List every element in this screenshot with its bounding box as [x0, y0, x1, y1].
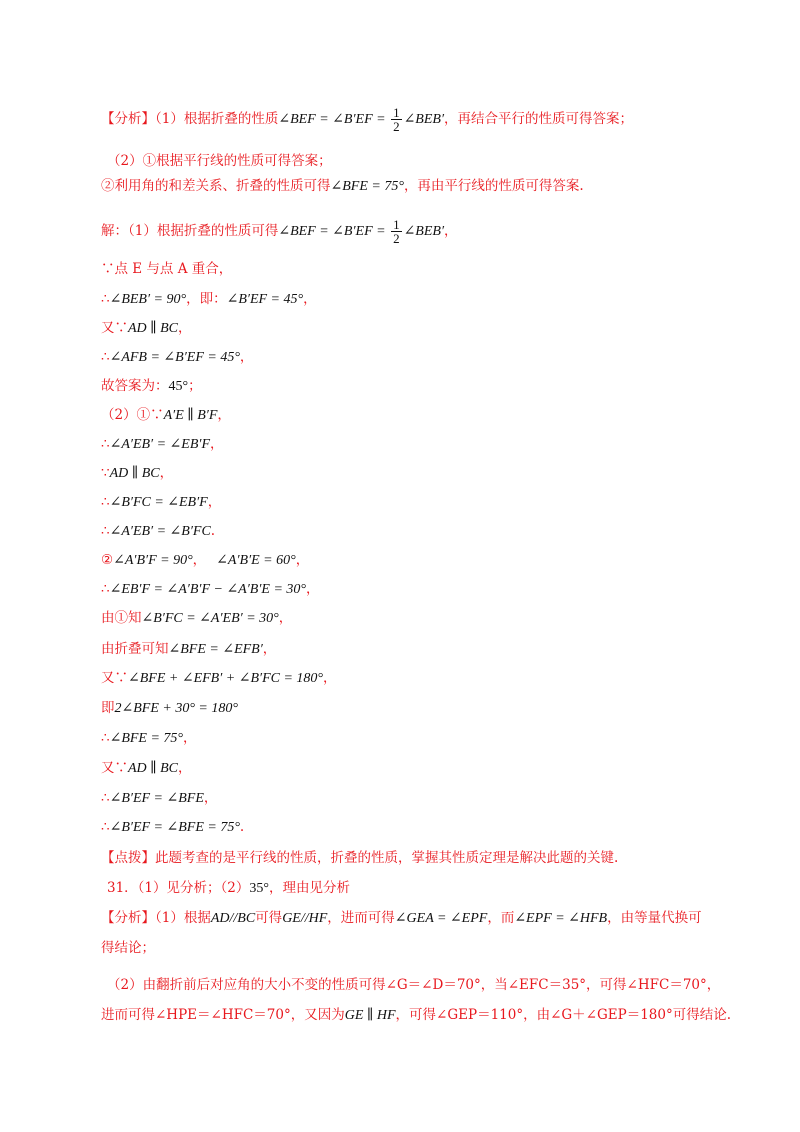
q31-answer-line	[107, 878, 350, 899]
analysis-tag: 【分析】	[101, 910, 155, 926]
text: ∴	[101, 436, 110, 452]
solution-line-8	[101, 434, 224, 455]
text: 由①知	[101, 610, 142, 626]
text: ②	[101, 552, 114, 568]
text: ∴	[101, 581, 110, 597]
solution-line-11	[101, 521, 215, 542]
solution-line-19	[101, 758, 192, 779]
solution-line-17	[101, 698, 238, 719]
text: 进而可得∠HPE＝∠HFC＝70°，又因为	[101, 1007, 345, 1023]
text: ∴	[101, 523, 110, 539]
analysis-line-1	[101, 106, 633, 133]
math: ∠AFB = ∠B′EF = 45°	[109, 350, 240, 365]
text: 又∵	[101, 320, 128, 336]
solution-line-4	[101, 318, 192, 339]
text: 又∵	[101, 760, 128, 776]
text: ，	[192, 552, 207, 568]
solution-line-16	[101, 668, 337, 689]
math: ∠EPF = ∠HFB	[514, 911, 608, 926]
text: ，	[303, 291, 317, 307]
math: ∠B′FC = ∠A′EB′ = 30°	[141, 611, 279, 626]
text: ，即：	[186, 291, 227, 307]
fraction	[391, 106, 402, 133]
solution-line-10	[101, 492, 221, 513]
tip-line	[101, 848, 618, 868]
text: 可得	[255, 910, 283, 926]
math: AD ∥ BC	[128, 321, 179, 336]
tip-tag: 【点拨】	[101, 850, 155, 866]
text: ∵	[101, 465, 110, 481]
text: ；	[188, 378, 202, 394]
text: 由折叠可知	[101, 641, 169, 657]
math: A′E ∥ B′F	[163, 408, 218, 423]
math: ∠B′EF = ∠BFE	[109, 791, 204, 806]
solution-line-18	[101, 728, 197, 749]
text: ，再由平行线的性质可得答案.	[403, 178, 584, 194]
math: ∠GEA = ∠EPF	[394, 911, 488, 926]
fraction	[391, 218, 402, 245]
math: GE//HF	[282, 911, 328, 926]
solution-line-21	[101, 817, 244, 838]
fraction-denominator: 2	[393, 119, 400, 134]
solution-line-6	[101, 376, 202, 397]
text: ，	[295, 552, 310, 568]
text: ，	[183, 730, 197, 746]
text: ，	[217, 407, 231, 423]
q31-analysis-line-2: 得结论；	[101, 940, 155, 956]
text: ∴	[101, 494, 110, 510]
solution-line-15	[101, 639, 276, 660]
fraction-numerator: 1	[393, 217, 400, 232]
text: ，而	[487, 910, 515, 926]
math: ∠B′EF = 45°	[226, 292, 304, 307]
math: ∠BEB′	[403, 112, 445, 127]
text: ∴	[101, 730, 110, 746]
math: ∠BFE = 75°	[109, 731, 184, 746]
text: ②利用角的和差关系、折叠的性质可得	[101, 178, 331, 194]
text: ，	[207, 494, 222, 510]
text: ，	[210, 436, 224, 452]
solution-line-12	[101, 550, 309, 571]
text: ，再结合平行的性质可得答案；	[444, 111, 634, 127]
text: （2）①∵	[101, 407, 164, 423]
math: ∠B′EF = ∠BFE = 75°	[109, 820, 240, 835]
solution-line-20	[101, 788, 217, 809]
math: 2∠BFE + 30° = 180°	[114, 701, 238, 716]
text: .	[210, 523, 216, 539]
math: ∠BEB′ = 90°	[109, 292, 187, 307]
math: ∠BFE = ∠EFB′	[168, 642, 263, 657]
solution-line-3	[101, 289, 317, 310]
solution-line-13	[101, 579, 320, 600]
math: ∠BEF = ∠B′EF =	[278, 112, 390, 127]
text: .	[239, 819, 245, 835]
text: （1）根据	[155, 910, 211, 926]
math: 45°	[168, 379, 189, 394]
text: ，进而可得	[327, 910, 395, 926]
math: ∠A′B′F = 90°	[113, 553, 193, 568]
math: AD ∥ BC	[128, 761, 179, 776]
text: ，	[323, 670, 337, 686]
solution-line-1	[101, 218, 458, 245]
solution-line-5	[101, 347, 253, 368]
text: ，理由见分析	[268, 880, 350, 896]
text: 此题考查的是平行线的性质，折叠的性质，掌握其性质定理是解决此题的关键.	[155, 850, 619, 866]
text: ，	[444, 223, 458, 239]
text: ，	[306, 581, 320, 597]
analysis-tag: 【分析】	[101, 111, 155, 127]
text: 故答案为：	[101, 378, 169, 394]
solution-line-7	[101, 405, 231, 426]
text: ，	[262, 641, 277, 657]
text: ，由等量代换可	[607, 910, 702, 926]
analysis-line-2: （2）①根据平行线的性质可得答案；	[107, 153, 332, 169]
text: ，	[239, 349, 254, 365]
solution-line-9	[101, 463, 173, 484]
text: （1）根据折叠的性质	[155, 111, 279, 127]
text: ，	[178, 760, 192, 776]
text: 即	[101, 700, 115, 716]
analysis-line-3	[101, 176, 584, 197]
q31-analysis-line-1	[101, 908, 702, 929]
math: ∠A′B′E = 60°	[216, 553, 296, 568]
solution-line-2: ∵点 E 与点 A 重合，	[101, 261, 233, 277]
text: ，	[178, 320, 192, 336]
text: ，	[203, 790, 218, 806]
solution-line-14	[101, 608, 292, 629]
math: AD ∥ BC	[109, 466, 160, 481]
math: ∠BEB′	[403, 224, 445, 239]
text: ∴	[101, 349, 110, 365]
text: 又∵	[101, 670, 128, 686]
q31-analysis-line-3: （2）由翻折前后对应角的大小不变的性质可得∠G＝∠D＝70°，当∠EFC＝35°，可得∠HFC＝70°，	[107, 977, 721, 993]
math: ∠BEF = ∠B′EF =	[278, 224, 390, 239]
text: ，可得∠GEP＝110°，由∠G＋∠GEP＝180°可得结论.	[395, 1007, 732, 1023]
math: ∠B′FC = ∠EB′F	[109, 495, 208, 510]
math: ∠BFE + ∠EFB′ + ∠B′FC = 180°	[128, 671, 324, 686]
math: ∠BFE = 75°	[330, 179, 404, 194]
math: ∠A′EB′ = ∠EB′F	[109, 437, 210, 452]
math: ∠A′EB′ = ∠B′FC	[109, 524, 211, 539]
math: ∠EB′F = ∠A′B′F − ∠A′B′E = 30°	[109, 582, 307, 597]
text: ∴	[101, 790, 110, 806]
text: ，	[159, 465, 174, 481]
text: ，	[278, 610, 293, 626]
math: 35°	[249, 881, 269, 896]
text: ∴	[101, 819, 110, 835]
q31-analysis-line-4	[101, 1005, 731, 1026]
math: GE ∥ HF	[344, 1008, 396, 1023]
text: ∴	[101, 291, 110, 307]
fraction-numerator: 1	[393, 105, 400, 120]
text: 解：（1）根据折叠的性质可得	[101, 223, 279, 239]
text: 31．（1）见分析；（2）	[107, 880, 250, 896]
math: AD//BC	[210, 911, 256, 926]
fraction-denominator: 2	[393, 231, 400, 246]
